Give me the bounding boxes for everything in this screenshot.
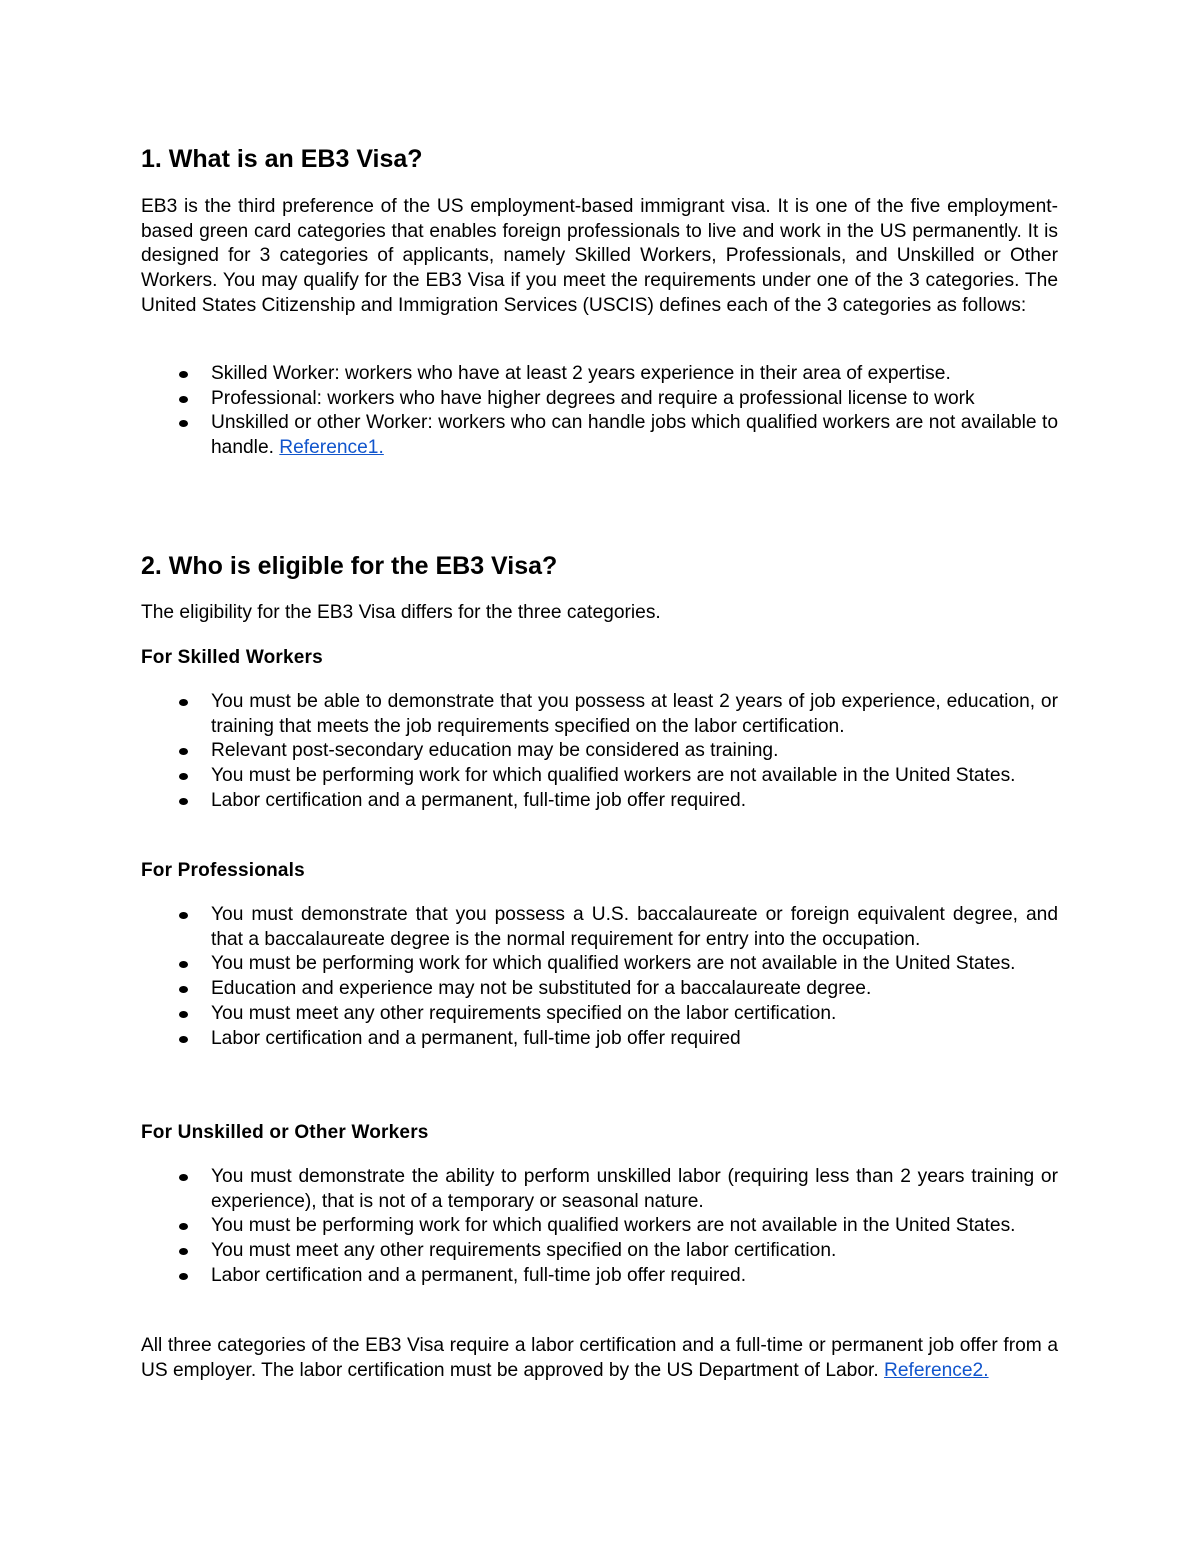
list-item-text: You must be able to demonstrate that you possess at least 2 years of job experience, education, or training that meets the job requirements specified on the labor certification. bbox=[211, 691, 1058, 737]
list-item-text: Labor certification and a permanent, full-time job offer required bbox=[211, 1027, 741, 1049]
closing-text: All three categories of the EB3 Visa require a labor certification and a full-time or permanent job offer from a US employer. The labor certification must be approved by the US Department of Labor. bbox=[141, 1335, 1058, 1381]
bullet-icon bbox=[179, 1248, 188, 1255]
list-item-text: You must meet any other requirements specified on the labor certification. bbox=[211, 1240, 837, 1262]
bullet-icon bbox=[179, 1223, 188, 1230]
list-item bbox=[141, 1165, 1058, 1214]
bullet-icon bbox=[179, 420, 188, 427]
section-2-heading: 2. Who is eligible for the EB3 Visa? bbox=[141, 552, 558, 580]
skilled-workers-list bbox=[141, 690, 1058, 814]
list-item bbox=[141, 789, 1058, 814]
list-item-text: Education and experience may not be substituted for a baccalaureate degree. bbox=[211, 978, 872, 1000]
list-item bbox=[141, 903, 1058, 952]
bullet-icon bbox=[179, 1011, 188, 1018]
list-item bbox=[141, 739, 1058, 764]
bullet-icon bbox=[179, 748, 188, 755]
unskilled-workers-list bbox=[141, 1165, 1058, 1289]
list-item bbox=[141, 690, 1058, 739]
bullet-icon bbox=[179, 371, 188, 378]
list-item bbox=[141, 1027, 1058, 1052]
bullet-icon bbox=[179, 1036, 188, 1043]
bullet-icon bbox=[179, 798, 188, 805]
list-item bbox=[141, 1002, 1058, 1027]
list-item bbox=[141, 764, 1058, 789]
list-item bbox=[141, 952, 1058, 977]
bullet-icon bbox=[179, 396, 188, 403]
list-item bbox=[141, 977, 1058, 1002]
list-item bbox=[141, 1239, 1058, 1264]
list-item-text: You must meet any other requirements specified on the labor certification. bbox=[211, 1002, 837, 1024]
list-item bbox=[141, 387, 1058, 412]
list-item bbox=[141, 362, 1058, 387]
bullet-icon bbox=[179, 773, 188, 780]
bullet-icon bbox=[179, 1174, 188, 1181]
bullet-icon bbox=[179, 961, 188, 968]
reference-1-link[interactable]: Reference1. bbox=[279, 437, 384, 459]
list-item-text: Labor certification and a permanent, full-time job offer required. bbox=[211, 789, 747, 811]
closing-paragraph bbox=[141, 1334, 1058, 1383]
professionals-subheading: For Professionals bbox=[141, 860, 305, 881]
list-item-text: Skilled Worker: workers who have at least 2 years experience in their area of expertise. bbox=[211, 363, 951, 384]
reference-2-link[interactable]: Reference2. bbox=[884, 1359, 989, 1381]
bullet-icon bbox=[179, 986, 188, 993]
bullet-icon bbox=[179, 912, 188, 919]
bullet-icon bbox=[179, 699, 188, 706]
list-item-text: You must demonstrate that you possess a U.S. baccalaureate or foreign equivalent degree, and that a baccalaureate degree is the normal requirement for entry into the occupation. bbox=[211, 904, 1058, 950]
list-item bbox=[141, 1264, 1058, 1289]
list-item-text: Professional: workers who have higher degrees and require a professional license to work bbox=[211, 387, 975, 409]
list-item-text: You must be performing work for which qualified workers are not available in the United States. bbox=[211, 765, 1016, 787]
list-item-text: Unskilled or other Worker: workers who can handle jobs which qualified workers are not available to handle. bbox=[211, 412, 1058, 459]
skilled-workers-subheading: For Skilled Workers bbox=[141, 647, 323, 668]
list-item-text: You must be performing work for which qualified workers are not available in the United States. bbox=[211, 953, 1016, 975]
section-1-heading: 1. What is an EB3 Visa? bbox=[141, 145, 423, 173]
list-item-text: Relevant post-secondary education may be considered as training. bbox=[211, 740, 779, 762]
unskilled-workers-subheading: For Unskilled or Other Workers bbox=[141, 1122, 429, 1143]
list-item bbox=[141, 411, 1058, 460]
list-item bbox=[141, 1214, 1058, 1239]
professionals-list bbox=[141, 903, 1058, 1051]
list-item-text: Labor certification and a permanent, full-time job offer required. bbox=[211, 1264, 747, 1286]
section-2-intro: The eligibility for the EB3 Visa differs for the three categories. bbox=[141, 602, 661, 623]
list-item-text: You must demonstrate the ability to perform unskilled labor (requiring less than 2 years training or experience), that is not of a temporary or seasonal nature. bbox=[211, 1166, 1058, 1212]
category-definitions-list bbox=[141, 362, 1058, 461]
section-1-paragraph: EB3 is the third preference of the US employment-based immigrant visa. It is one of the five employment-based green card categories that enables foreign professionals to live and work in the US permanently. It is designed for 3 categories of applicants, namely Skilled Workers, Professionals, and Unskilled or Other Workers. You may qualify for the EB3 Visa if you meet the requirements under one of the 3 categories. The United States Citizenship and Immigration Services (USCIS) defines each of the 3 categories as follows: bbox=[141, 196, 1058, 316]
bullet-icon bbox=[179, 1273, 188, 1280]
list-item-text: You must be performing work for which qualified workers are not available in the United States. bbox=[211, 1215, 1016, 1237]
